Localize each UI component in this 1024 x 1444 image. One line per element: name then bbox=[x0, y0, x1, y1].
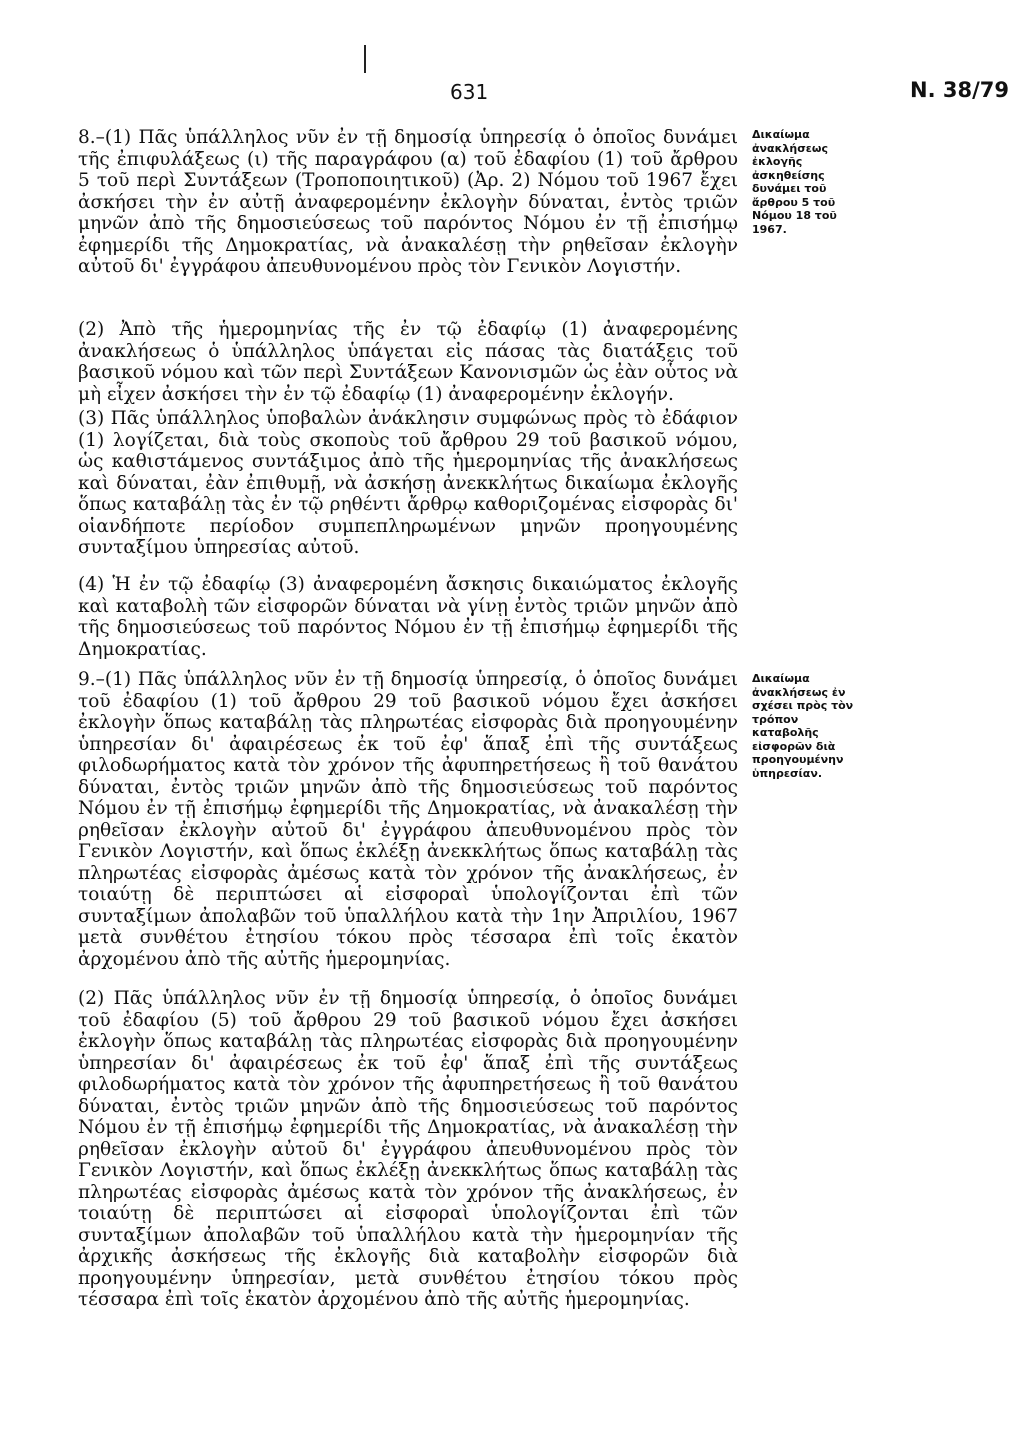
section-8-paragraph-2: (2) Ἀπὸ τῆς ἡμερομηνίας τῆς ἐν τῷ ἐδαφίῳ (1) ἀναφερομένης ἀνακλήσεως ὁ ὑπάλληλος ὑπάγεται εἰς πάσας τὰς διατάξεις τοῦ βασικοῦ νόμου καὶ τῶν περὶ Συντάξεων Κανονισμῶν ὡς ἐὰν οὗτος νὰ μὴ εἶχεν ἀσκήσει τὴν ἐν τῷ ἐδαφίῳ (1) ἀναφερομένην ἐκλογήν. bbox=[78, 319, 738, 405]
section-8-paragraph-1: 8.–(1) Πᾶς ὑπάλληλος νῦν ἐν τῇ δημοσίᾳ ὑπηρεσίᾳ ὁ ὁποῖος δυνάμει τῆς ἐπιφυλάξεως (ι) τῆς παραγράφου (α) τοῦ ἐδαφίου (1) τοῦ ἄρθρου 5 τοῦ περὶ Συντάξεων (Τροποποιητικοῦ) (Ἀρ. 2) Νόμου τοῦ 1967 ἔχει ἀσκήσει τὴν ἐν αὐτῇ ἀναφερομένην ἐκλογὴν δύναται, ἐντὸς τριῶν μηνῶν ἀπὸ τῆς δημοσιεύσεως τοῦ παρόντος Νόμου ἐν τῇ ἐπισήμῳ ἐφημερίδι τῆς Δημοκρατίας, νὰ ἀνακαλέσῃ τὴν ρηθεῖσαν ἐκλογὴν αὐτοῦ δι' ἐγγράφου ἀπευθυνομένου πρὸς τὸν Γενικὸν Λογιστήν. bbox=[78, 127, 738, 277]
law-reference: Ν. 38/79 bbox=[910, 78, 1009, 102]
margin-note-section-8: Δικαίωμα ἀνακλήσεως ἐκλογῆς ἀσκηθείσης δυνάμει τοῦ ἄρθρου 5 τοῦ Νόμου 18 τοῦ 1967. bbox=[752, 128, 837, 236]
page-number: 631 bbox=[450, 80, 489, 104]
section-9-paragraph-1: 9.–(1) Πᾶς ὑπάλληλος νῦν ἐν τῇ δημοσίᾳ ὑπηρεσίᾳ, ὁ ὁποῖος δυνάμει τοῦ ἐδαφίου (1) τοῦ ἄρθρου 29 τοῦ βασικοῦ νόμου ἔχει ἀσκήσει ἐκλογὴν ὅπως καταβάλῃ τὰς πληρωτέας εἰσφορὰς διὰ προηγουμένην ὑπηρεσίαν δι' ἀφαιρέσεως ἐκ τοῦ ἐφ' ἅπαξ ἐπὶ τῆς συντάξεως φιλοδωρήματος κατὰ τὸν χρόνον τῆς ἀφυπηρετήσεως ἢ τοῦ θανάτου δύναται, ἐντὸς τριῶν μηνῶν ἀπὸ τῆς δημοσιεύσεως τοῦ παρόντος Νόμου ἐν τῇ ἐπισήμῳ ἐφημερίδι τῆς Δημοκρατίας, νὰ ἀνακαλέσῃ τὴν ρηθεῖσαν ἐκλογὴν αὐτοῦ δι' ἐγγράφου ἀπευθυνομένου πρὸς τὸν Γενικὸν Λογιστήν, καὶ ὅπως ἐκλέξῃ ἀνεκκλήτως ὅπως καταβάλῃ τὰς πληρωτέας εἰσφορὰς ἀμέσως κατὰ τὸν χρόνον τῆς ἀνακλήσεως, ἐν τοιαύτῃ δὲ περιπτώσει αἱ εἰσφοραὶ ὑπολογίζονται ἐπὶ τῶν συνταξίμων ἀπολαβῶν τοῦ ὑπαλλήλου κατὰ τὴν 1ην Ἀπριλίου, 1967 μετὰ συνθέτου ἐτησίου τόκου πρὸς τέσσαρα ἐπὶ τοῖς ἑκατὸν ἀρχομένου ἀπὸ τῆς αὐτῆς ἡμερομηνίας. bbox=[78, 669, 738, 970]
section-9-paragraph-2: (2) Πᾶς ὑπάλληλος νῦν ἐν τῇ δημοσίᾳ ὑπηρεσίᾳ, ὁ ὁποῖος δυνάμει τοῦ ἐδαφίου (5) τοῦ ἄρθρου 29 τοῦ βασικοῦ νόμου ἔχει ἀσκήσει ἐκλογὴν ὅπως καταβάλῃ τὰς πληρωτέας εἰσφορὰς διὰ προηγουμένην ὑπηρεσίαν δι' ἀφαιρέσεως ἐκ τοῦ ἐφ' ἅπαξ ἐπὶ τῆς συντάξεως φιλοδωρήματος κατὰ τὸν χρόνον τῆς ἀφυπηρετήσεως ἢ τοῦ θανάτου δύναται, ἐντὸς τριῶν μηνῶν ἀπὸ τῆς δημοσιεύσεως τοῦ παρόντος Νόμου ἐν τῇ ἐπισήμῳ ἐφημερίδι τῆς Δημοκρατίας, νὰ ἀνακαλέσῃ τὴν ρηθεῖσαν ἐκλογὴν αὐτοῦ δι' ἐγγράφου ἀπευθυνομένου πρὸς τὸν Γενικὸν Λογιστήν, καὶ ὅπως ἐκλέξῃ ἀνεκκλήτως ὅπως καταβάλῃ τὰς πληρωτέας εἰσφορὰς ἀμέσως κατὰ τὸν χρόνον τῆς ἀνακλήσεως, ἐν τοιαύτῃ δὲ περιπτώσει αἱ εἰσφοραὶ ὑπολογίζονται ἐπὶ τῶν συνταξίμων ἀπολαβῶν τοῦ ὑπαλλήλου κατὰ τὴν ἡμερομηνίαν τῆς ἀρχικῆς ἀσκήσεως τῆς ἐκλογῆς διὰ καταβολὴν εἰσφορῶν διὰ προηγουμένην ὑπηρεσίαν, μετὰ συνθέτου ἐτησίου τόκου πρὸς τέσσαρα ἐπὶ τοῖς ἑκατὸν ἀρχομένου ἀπὸ τῆς αὐτῆς ἡμερομηνίας. bbox=[78, 988, 738, 1310]
margin-note-section-9: Δικαίωμα ἀνακλήσεως ἐν σχέσει πρὸς τὸν τρόπον καταβολῆς εἰσφορῶν διὰ προηγουμένην ὑπηρεσίαν. bbox=[752, 672, 854, 780]
section-8-paragraph-3: (3) Πᾶς ὑπάλληλος ὑποβαλὼν ἀνάκλησιν συμφώνως πρὸς τὸ ἐδάφιον (1) λογίζεται, διὰ τοὺς σκοποὺς τοῦ ἄρθρου 29 τοῦ βασικοῦ νόμου, ὡς καθιστάμενος συντάξιμος ἀπὸ τῆς ἡμερομηνίας τῆς ἀνακλήσεως καὶ δύναται, ἐὰν ἐπιθυμῇ, νὰ ἀσκήσῃ ἀνεκκλήτως δικαίωμα ἐκλογῆς ὅπως καταβάλῃ τὰς ἐν τῷ ρηθέντι ἄρθρῳ καθοριζομένας εἰσφορὰς δι' οἱανδήποτε περίοδον συμπεπληρωμένων μηνῶν προηγουμένης συνταξίμου ὑπηρεσίας αὐτοῦ. bbox=[78, 408, 738, 558]
header-tick-mark bbox=[364, 45, 366, 73]
section-8-paragraph-4: (4) Ἡ ἐν τῷ ἐδαφίῳ (3) ἀναφερομένη ἄσκησις δικαιώματος ἐκλογῆς καὶ καταβολὴ τῶν εἰσφορῶν δύναται νὰ γίνῃ ἐντὸς τριῶν μηνῶν ἀπὸ τῆς δημοσιεύσεως τοῦ παρόντος Νόμου ἐν τῇ ἐπισήμῳ ἐφημερίδι τῆς Δημοκρατίας. bbox=[78, 574, 738, 660]
